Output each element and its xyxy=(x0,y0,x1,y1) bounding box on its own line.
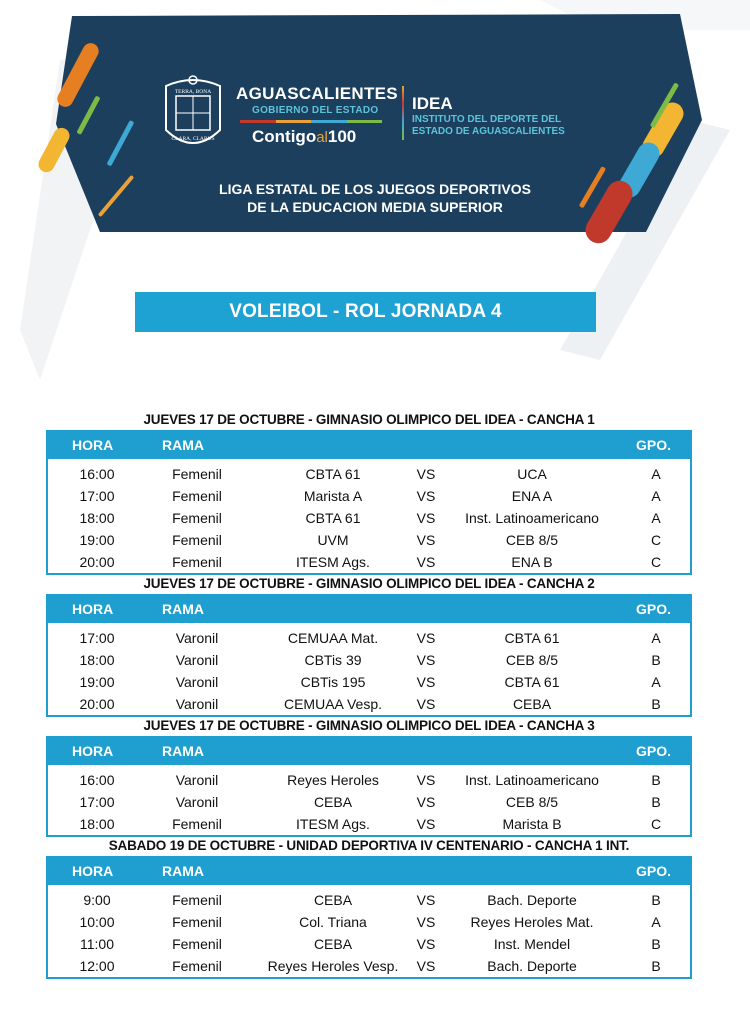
team-away: ENA B xyxy=(511,554,553,570)
match-branch: Femenil xyxy=(172,892,222,908)
match-group: B xyxy=(651,794,661,810)
team-away: Inst. Latinoamericano xyxy=(465,510,599,526)
team-away: CEBA xyxy=(512,696,552,712)
match-group: A xyxy=(651,630,661,646)
table-row xyxy=(48,463,690,485)
match-branch: Femenil xyxy=(172,554,222,570)
table-header xyxy=(48,738,690,765)
match-group: A xyxy=(651,914,661,930)
match-branch: Varonil xyxy=(175,772,219,788)
match-group: B xyxy=(651,936,661,952)
versus-label: VS xyxy=(416,794,436,810)
team-home: CBTA 61 xyxy=(305,466,361,482)
team-home: CBTis 39 xyxy=(304,652,362,668)
match-branch: Femenil xyxy=(172,532,222,548)
league-title xyxy=(100,180,650,216)
table-row xyxy=(48,671,690,693)
col-rama-header: RAMA xyxy=(162,863,204,879)
match-branch: Femenil xyxy=(172,816,222,832)
team-home: Marista A xyxy=(303,488,363,504)
match-group: A xyxy=(651,510,661,526)
team-away: CEB 8/5 xyxy=(505,794,559,810)
crest-motto-top: TERRA, BONA xyxy=(174,89,212,95)
table-row xyxy=(48,933,690,955)
col-gpo-header: GPO. xyxy=(636,601,672,617)
match-time: 19:00 xyxy=(79,532,115,548)
schedule-section xyxy=(46,836,692,979)
state-crest-icon xyxy=(160,72,226,158)
idea-subtitle xyxy=(412,114,565,138)
team-away: CBTA 61 xyxy=(504,630,560,646)
idea-subtitle-line-1: INSTITUTO DEL DEPORTE DEL xyxy=(412,114,562,125)
team-away: Inst. Latinoamericano xyxy=(465,772,599,788)
team-home: CEMUAA Mat. xyxy=(287,630,379,646)
team-home: CBTis 195 xyxy=(300,674,366,690)
team-away: Bach. Deporte xyxy=(487,892,577,908)
match-branch: Varonil xyxy=(175,696,219,712)
team-home: ITESM Ags. xyxy=(296,554,370,570)
team-home: Reyes Heroles Vesp. xyxy=(267,958,399,974)
versus-label: VS xyxy=(416,510,436,526)
table-row xyxy=(48,955,690,977)
col-rama-header: RAMA xyxy=(162,601,204,617)
table-body xyxy=(48,885,690,977)
table-row xyxy=(48,911,690,933)
match-branch: Femenil xyxy=(172,914,222,930)
match-time: 19:00 xyxy=(79,674,115,690)
versus-label: VS xyxy=(416,466,436,482)
idea-title: IDEA xyxy=(412,94,453,113)
table-header xyxy=(48,432,690,459)
schedule-table xyxy=(46,430,692,575)
match-group: A xyxy=(651,466,661,482)
section-title: JUEVES 17 DE OCTUBRE - GIMNASIO OLIMPICO DEL IDEA - CANCHA 3 xyxy=(143,718,595,733)
versus-label: VS xyxy=(416,554,436,570)
team-away: CEB 8/5 xyxy=(505,652,559,668)
team-away: ENA A xyxy=(511,488,553,504)
match-branch: Femenil xyxy=(172,510,222,526)
league-title-line-2: DE LA EDUCACION MEDIA SUPERIOR xyxy=(247,199,503,215)
versus-label: VS xyxy=(416,532,436,548)
versus-label: VS xyxy=(416,652,436,668)
section-title: JUEVES 17 DE OCTUBRE - GIMNASIO OLIMPICO DEL IDEA - CANCHA 2 xyxy=(143,576,595,591)
col-gpo-header: GPO. xyxy=(636,437,672,453)
match-branch: Femenil xyxy=(172,466,222,482)
logo-area xyxy=(160,72,600,162)
match-group: C xyxy=(650,554,662,570)
team-away: CEB 8/5 xyxy=(505,532,559,548)
match-branch: Femenil xyxy=(172,488,222,504)
match-time: 9:00 xyxy=(83,892,111,908)
team-home: CEBA xyxy=(313,936,353,952)
match-group: A xyxy=(651,488,661,504)
slogan-part-3: 100 xyxy=(327,127,357,146)
table-row xyxy=(48,507,690,529)
table-row xyxy=(48,889,690,911)
schedule-section xyxy=(46,574,692,717)
table-row xyxy=(48,693,690,715)
team-away: Bach. Deporte xyxy=(487,958,577,974)
table-header xyxy=(48,596,690,623)
slogan-part-2: al xyxy=(316,129,328,146)
match-time: 16:00 xyxy=(79,466,115,482)
match-time: 12:00 xyxy=(79,958,115,974)
match-group: C xyxy=(650,532,662,548)
match-group: B xyxy=(651,652,661,668)
match-group: B xyxy=(651,696,661,712)
slogan-part-1: Contigo xyxy=(252,127,317,146)
match-time: 20:00 xyxy=(79,554,115,570)
versus-label: VS xyxy=(416,914,436,930)
page-title: VOLEIBOL - ROL JORNADA 4 xyxy=(135,292,596,332)
logo-divider xyxy=(402,86,404,140)
col-gpo-header: GPO. xyxy=(636,743,672,759)
crest-motto-bottom: CLARA, CLARUS xyxy=(171,136,215,142)
versus-label: VS xyxy=(416,696,436,712)
slogan xyxy=(252,127,356,147)
match-group: B xyxy=(651,772,661,788)
section-title: SABADO 19 DE OCTUBRE - UNIDAD DEPORTIVA IV CENTENARIO - CANCHA 1 INT. xyxy=(108,838,630,853)
match-time: 17:00 xyxy=(79,630,115,646)
match-time: 17:00 xyxy=(79,488,115,504)
table-row xyxy=(48,627,690,649)
versus-label: VS xyxy=(416,892,436,908)
col-gpo-header: GPO. xyxy=(636,863,672,879)
brand-color-bar xyxy=(240,120,382,123)
team-home: CEMUAA Vesp. xyxy=(283,696,383,712)
team-home: CEBA xyxy=(313,892,353,908)
col-hora-header: HORA xyxy=(72,863,114,879)
schedule-section xyxy=(46,716,692,837)
match-group: A xyxy=(651,674,661,690)
match-branch: Femenil xyxy=(172,936,222,952)
versus-label: VS xyxy=(416,958,436,974)
team-home: CBTA 61 xyxy=(305,510,361,526)
match-branch: Varonil xyxy=(175,674,219,690)
schedule-section xyxy=(46,410,692,575)
section-title: JUEVES 17 DE OCTUBRE - GIMNASIO OLIMPICO DEL IDEA - CANCHA 1 xyxy=(143,412,595,427)
col-hora-header: HORA xyxy=(72,743,114,759)
match-group: B xyxy=(651,958,661,974)
team-away: CBTA 61 xyxy=(504,674,560,690)
match-time: 18:00 xyxy=(79,652,115,668)
team-home: Col. Triana xyxy=(299,914,367,930)
team-home: UVM xyxy=(317,532,349,548)
schedule-table xyxy=(46,594,692,717)
col-hora-header: HORA xyxy=(72,437,114,453)
match-time: 20:00 xyxy=(79,696,115,712)
match-branch: Varonil xyxy=(175,630,219,646)
col-hora-header: HORA xyxy=(72,601,114,617)
versus-label: VS xyxy=(416,630,436,646)
versus-label: VS xyxy=(416,816,436,832)
table-row xyxy=(48,529,690,551)
match-group: B xyxy=(651,892,661,908)
col-rama-header: RAMA xyxy=(162,743,204,759)
match-branch: Varonil xyxy=(175,652,219,668)
table-row xyxy=(48,813,690,835)
team-away: Reyes Heroles Mat. xyxy=(470,914,594,930)
versus-label: VS xyxy=(416,936,436,952)
match-time: 17:00 xyxy=(79,794,115,810)
table-header xyxy=(48,858,690,885)
match-branch: Femenil xyxy=(172,958,222,974)
match-branch: Varonil xyxy=(175,794,219,810)
col-rama-header: RAMA xyxy=(162,437,204,453)
state-name: AGUASCALIENTES xyxy=(236,84,398,103)
schedule-table xyxy=(46,736,692,837)
table-body xyxy=(48,459,690,573)
match-time: 16:00 xyxy=(79,772,115,788)
schedule-table xyxy=(46,856,692,979)
team-away: Marista B xyxy=(502,816,562,832)
team-home: ITESM Ags. xyxy=(296,816,370,832)
match-time: 18:00 xyxy=(79,816,115,832)
table-row xyxy=(48,791,690,813)
match-time: 18:00 xyxy=(79,510,115,526)
versus-label: VS xyxy=(416,772,436,788)
team-home: Reyes Heroles xyxy=(287,772,379,788)
match-time: 11:00 xyxy=(80,936,114,952)
table-row xyxy=(48,551,690,573)
table-body xyxy=(48,623,690,715)
versus-label: VS xyxy=(416,488,436,504)
league-title-line-1: LIGA ESTATAL DE LOS JUEGOS DEPORTIVOS xyxy=(219,181,531,197)
table-row xyxy=(48,649,690,671)
table-row xyxy=(48,485,690,507)
match-time: 10:00 xyxy=(79,914,115,930)
team-away: UCA xyxy=(517,466,547,482)
state-subtitle: GOBIERNO DEL ESTADO xyxy=(252,105,379,116)
versus-label: VS xyxy=(416,674,436,690)
team-home: CEBA xyxy=(313,794,353,810)
match-group: C xyxy=(650,816,662,832)
team-away: Inst. Mendel xyxy=(493,936,571,952)
idea-subtitle-line-2: ESTADO DE AGUASCALIENTES xyxy=(412,126,565,137)
table-row xyxy=(48,769,690,791)
table-body xyxy=(48,765,690,835)
